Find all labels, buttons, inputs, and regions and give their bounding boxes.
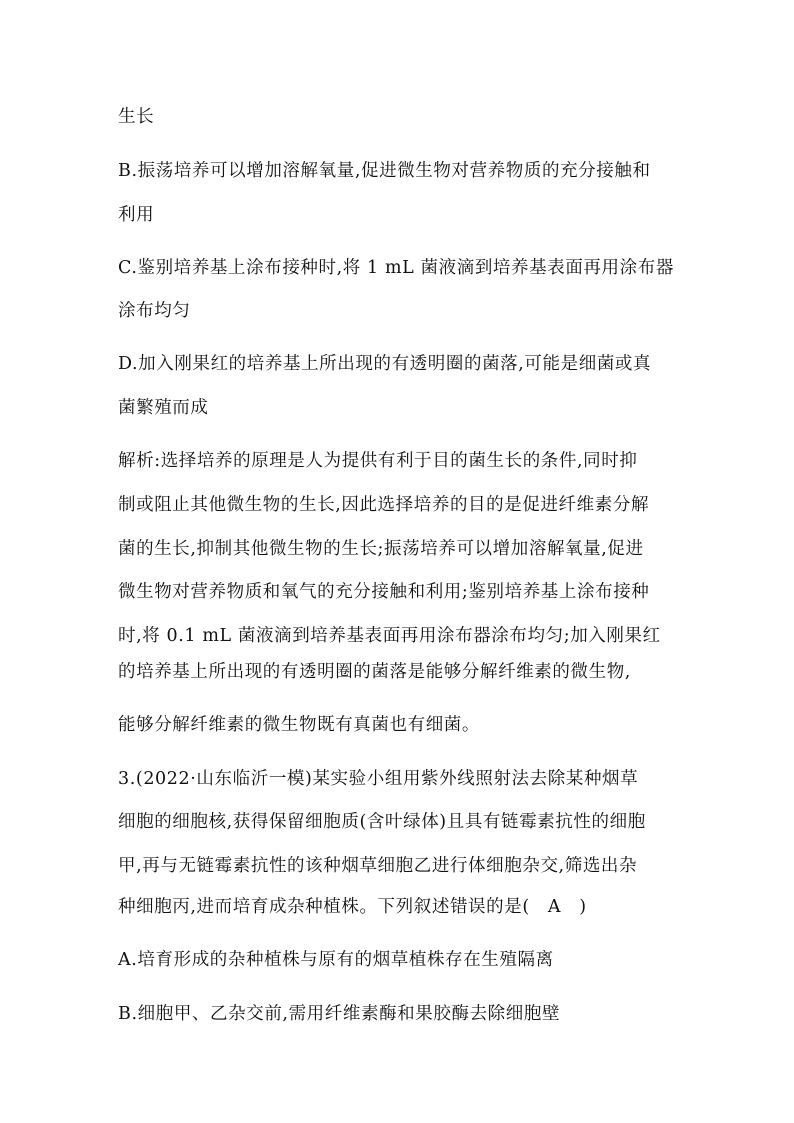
option-b-line-2: 利用 <box>118 205 155 225</box>
explanation-line-2: 制或阻止其他微生物的生长,因此选择培养的目的是促进纤维素分解 <box>118 495 650 515</box>
option-b-line-1: B.振荡培养可以增加溶解氧量,促进微生物对营养物质的充分接触和 <box>118 161 651 181</box>
option-c-line-1: C.鉴别培养基上涂布接种时,将 1 mL 菌液滴到培养基表面再用涂布器 <box>118 258 674 278</box>
question-3-option-a: A.培育形成的杂种植株与原有的烟草植株存在生殖隔离 <box>118 950 554 970</box>
explanation-line-6: 的培养基上所出现的有透明圈的菌落是能够分解纤维素的微生物, <box>118 662 631 682</box>
question-3-line-1: 3.(2022·山东临沂一模)某实验小组用紫外线照射法去除某种烟草 <box>118 769 639 789</box>
question-3-line-2: 细胞的细胞核,获得保留细胞质(含叶绿体)且具有链霉素抗性的细胞 <box>118 812 646 832</box>
explanation-line-3: 菌的生长,抑制其他微生物的生长;振荡培养可以增加溶解氧量,促进 <box>118 539 644 559</box>
question-3-option-b: B.细胞甲、乙杂交前,需用纤维素酶和果胶酶去除细胞壁 <box>118 1004 561 1024</box>
question-3-line-4: 种细胞丙,进而培育成杂种植株。下列叙述错误的是( A ) <box>118 897 587 917</box>
explanation-line-1: 解析:选择培养的原理是人为提供有利于目的菌生长的条件,同时抑 <box>118 451 638 471</box>
option-d-line-2: 菌繁殖而成 <box>118 398 209 418</box>
explanation-line-7: 能够分解纤维素的微生物既有真菌也有细菌。 <box>118 715 480 735</box>
question-3-line-3: 甲,再与无链霉素抗性的该种烟草细胞乙进行体细胞杂交,筛选出杂 <box>118 856 638 876</box>
explanation-line-5: 时,将 0.1 mL 菌液滴到培养基表面再用涂布器涂布均匀;加入刚果红 <box>118 626 661 646</box>
explanation-line-4: 微生物对营养物质和氧气的充分接触和利用;鉴别培养基上涂布接种 <box>118 582 650 602</box>
text-line-continuation: 生长 <box>118 107 155 127</box>
option-d-line-1: D.加入刚果红的培养基上所出现的有透明圈的菌落,可能是细菌或真 <box>118 354 652 374</box>
option-c-line-2: 涂布均匀 <box>118 301 191 321</box>
